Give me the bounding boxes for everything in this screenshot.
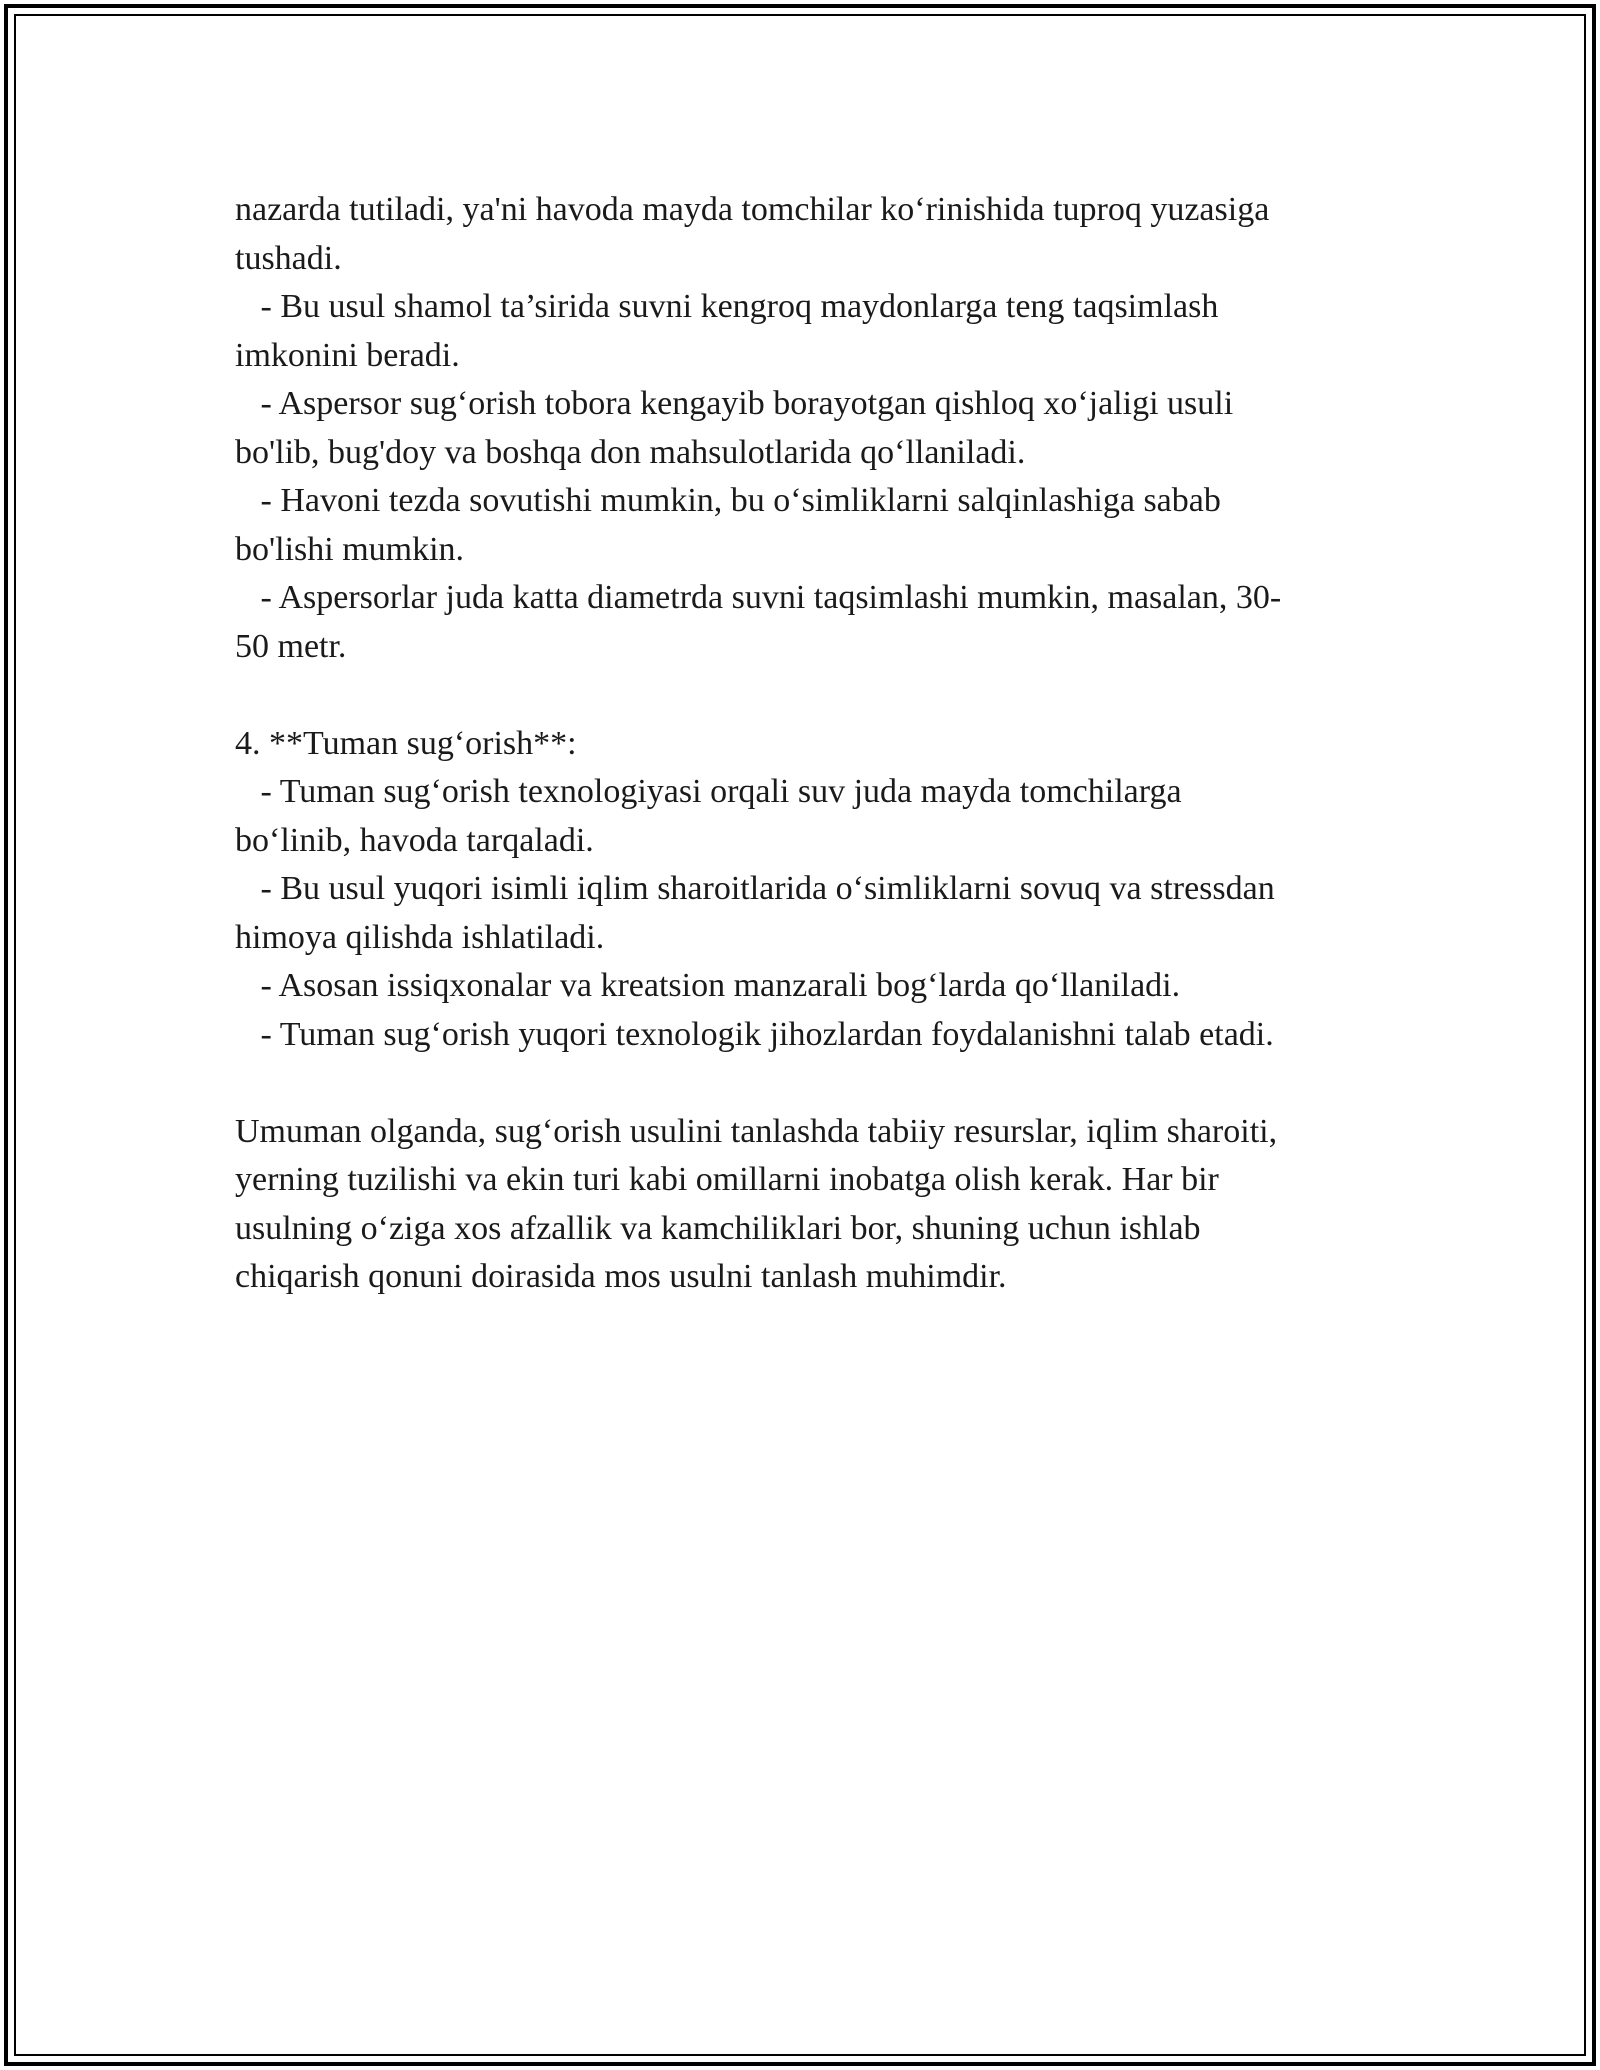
text-line: Umuman olganda, sug‘orish usulini tanlashda tabiiy resurslar, iqlim sharoiti, [235,1112,1278,1150]
text-line: usulning o‘ziga xos afzallik va kamchiliklari bor, shuning uchun ishlab [235,1209,1201,1247]
text-line: 50 metr. [235,627,347,665]
section-heading: 4. **Tuman sug‘orish**: [235,724,577,762]
document-body [235,186,1385,1302]
bullet-line: - Aspersorlar juda katta diametrda suvni taqsimlashi mumkin, masalan, 30- [235,579,1282,616]
text-line: tushadi. [235,239,342,277]
text-line: imkonini beradi. [235,336,460,374]
section-aspersor-continued [235,186,1385,671]
text-line: yerning tuzilishi va ekin turi kabi omillarni inobatga olish kerak. Har bir [235,1161,1219,1198]
bullet-line: - Bu usul shamol ta’sirida suvni kengroq maydonlarga teng taqsimlash [235,288,1219,325]
bullet-line: - Asosan issiqxonalar va kreatsion manzarali bog‘larda qo‘llaniladi. [235,967,1181,1004]
text-line: chiqarish qonuni doirasida mos usulni tanlash muhimdir. [235,1258,1007,1295]
text-line: bo'lib, bug'doy va boshqa don mahsulotlarida qo‘llaniladi. [235,433,1026,471]
bullet-line: - Havoni tezda sovutishi mumkin, bu o‘simliklarni salqinlashiga sabab [235,482,1221,519]
bullet-line: - Aspersor sug‘orish tobora kengayib borayotgan qishloq xo‘jaligi usuli [235,385,1234,422]
conclusion-paragraph [235,1108,1385,1302]
section-tuman-sugorish [235,720,1385,1060]
text-line: bo'lishi mumkin. [235,530,465,568]
bullet-line: - Tuman sug‘orish yuqori texnologik jihozlardan foydalanishni talab etadi. [235,1015,1274,1053]
bullet-line: - Tuman sug‘orish texnologiyasi orqali suv juda mayda tomchilarga [235,773,1182,810]
text-line: himoya qilishda ishlatiladi. [235,918,605,956]
paragraph-spacer [235,1059,1385,1108]
paragraph-spacer [235,671,1385,720]
text-line: nazarda tutiladi, ya'ni havoda mayda tomchilar ko‘rinishida tuproq yuzasiga [235,191,1270,228]
bullet-line: - Bu usul yuqori isimli iqlim sharoitlarida o‘simliklarni sovuq va stressdan [235,870,1275,907]
text-line: bo‘linib, havoda tarqaladi. [235,821,594,859]
